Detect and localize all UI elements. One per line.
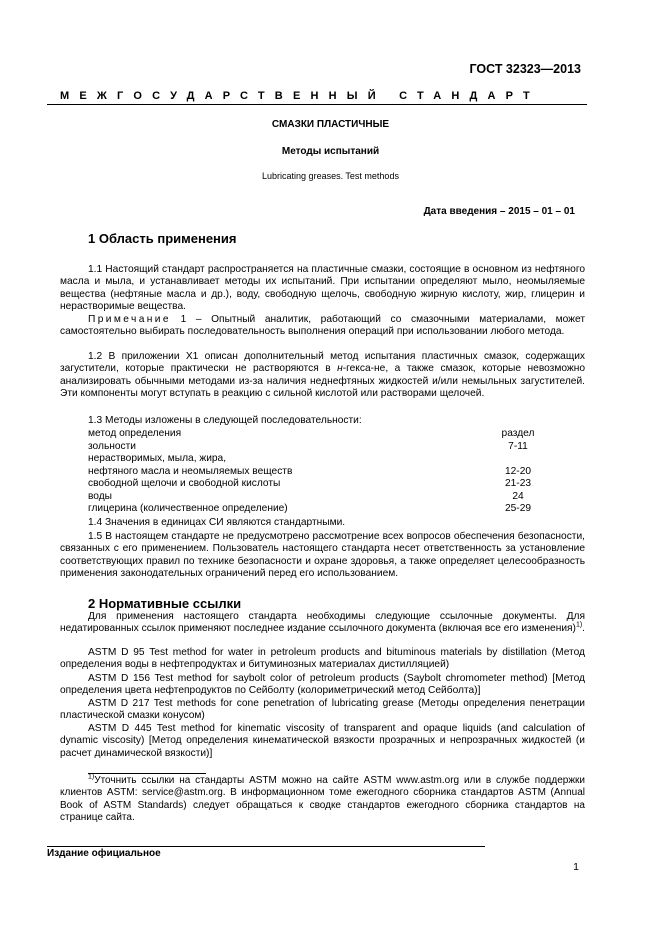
section-2-heading: 2 Нормативные ссылки: [88, 596, 242, 611]
footnote-marker: 1): [88, 773, 95, 781]
paragraph-1-3: 1.3 Методы изложены в следующей последовательности:: [88, 415, 362, 426]
method-label: глицерина (количественное определение): [88, 503, 288, 514]
paragraph-1-2-italic: н: [337, 363, 343, 375]
method-label: нерастворимых, мыла, жира,: [88, 453, 227, 464]
method-label: зольности: [88, 441, 136, 452]
footnote-reference: 1): [575, 622, 583, 630]
document-title: СМАЗКИ ПЛАСТИЧНЫЕ: [271, 119, 390, 130]
methods-header-value: раздел: [501, 428, 535, 439]
paragraph-1-4: 1.4 Значения в единицах СИ являются стандартными.: [88, 517, 346, 528]
paragraph-1-2-part-a: 1.2 В приложении X1 описан дополнительный метод испытания пластичных смазок, содержащих загустители, которые практически не растворяются в: [60, 351, 585, 375]
footer-rule: [47, 846, 485, 847]
references-intro: [60, 611, 585, 636]
note-text: 1 – Опытный аналитик, работающий со смазочными материалами, может самостоятельно выбирать последовательность выполнения операций при использовании любого метода.: [60, 314, 585, 338]
standard-number: ГОСТ 32323—2013: [469, 62, 581, 76]
references-intro-text: Для применения настоящего стандарта необходимы следующие ссылочные документы. Для недатированных ссылок применяют последнее издание ссылочного документа (включая все его изменения): [60, 611, 585, 635]
method-section: 21-23: [504, 478, 532, 489]
paragraph-1-5: 1.5 В настоящем стандарте не предусмотрено рассмотрение всех вопросов обеспечения безопасности, связанных с его применением. Пользователь настоящего стандарта несет ответственность за установление соответствующих правил по технике безопасности и охране здоровья, а также определяет целесообразность применения законодательных ограничений перед его использованием.: [60, 531, 585, 580]
footnote-text: Уточнить ссылки на стандарты ASTM можно на сайте ASTM www.astm.org или в службе поддержки клиентов ASTM: service@astm.org. В информационном томе ежегодного сборника стандартов ASTM (Annual Book of ASTM Standards) следует обращаться к сводке стандартов ежегодного сборника стандартов на странице сайта.: [60, 775, 585, 824]
method-row: [88, 478, 548, 490]
methods-header-row: [88, 428, 548, 440]
introduction-date: Дата введения – 2015 – 01 – 01: [423, 206, 575, 217]
reference-item: ASTM D 217 Test methods for cone penetration of lubricating grease (Методы определения пенетрации пластической смазки конусом): [60, 698, 585, 722]
footnote: [60, 775, 585, 825]
method-label: нефтяного масла и неомыляемых веществ: [88, 466, 293, 477]
reference-item: ASTM D 156 Test method for saybolt color of petroleum products (Saybolt chromometer method) [Метод определения цвета нефтепродуктов по Сейболту (колориметрический метод Сейболта)]: [60, 673, 585, 697]
methods-header-label: метод определения: [88, 428, 182, 439]
method-label: воды: [88, 491, 113, 502]
method-section: 12-20: [504, 466, 532, 477]
reference-item: ASTM D 445 Test method for kinematic viscosity of transparent and opaque liquids (and calculation of dynamic viscosity) [Метод определения кинематической вязкости прозрачных и непрозрачных жидкостей (и расчет динамической вязкости)]: [60, 723, 585, 759]
method-section: 25-29: [504, 503, 532, 514]
method-section: 24: [512, 491, 524, 502]
method-row: [88, 466, 548, 478]
method-label: свободной щелочи и свободной кислоты: [88, 478, 281, 489]
section-1-heading: 1 Область применения: [88, 231, 237, 246]
method-section: 7-11: [508, 441, 528, 452]
method-row: [88, 441, 548, 453]
interstate-standard-label: МЕЖГОСУДАРСТВЕННЫЙ СТАНДАРТ: [60, 90, 540, 102]
note-label: Примечание: [88, 314, 171, 325]
paragraph-1-2: [60, 351, 585, 401]
footnote-rule: [88, 773, 206, 774]
paragraph-1-2-part-b: -гекса-не, а также смазок, которые невозможно анализировать обычными методами из-за наличия неднефтяных жидкостей и/или немыльных загустителей. Эти компоненты могут вступать в реакцию с сильной кислотой или растворами щелочей.: [60, 363, 586, 400]
method-row: [88, 453, 548, 465]
official-edition-label: Издание официальное: [47, 848, 161, 859]
reference-item: ASTM D 95 Test method for water in petroleum products and bituminous materials by distillation (Метод определения воды в нефтепродуктах и битуминозных материалах дистилляцией): [60, 647, 585, 671]
english-title: Lubricating greases. Test methods: [262, 171, 399, 181]
document-subtitle: Методы испытаний: [281, 146, 380, 157]
method-row: [88, 491, 548, 503]
note-1: [60, 314, 585, 339]
header-rule: [47, 104, 587, 105]
method-row: [88, 503, 548, 515]
page-number: 1: [573, 861, 579, 873]
references-intro-end: .: [582, 623, 586, 635]
paragraph-1-1: 1.1 Настоящий стандарт распространяется на пластичные смазки, состоящие в основном из нефтяного масла и мыла, и устанавливает методы их испытаний. При испытании определяют мыло, неомыляемые вещества (нефтяные масла и др.), воду, свободную щелочь, свободную жирную кислоту, жир, глицерин и нерастворимые вещества.: [60, 264, 585, 313]
